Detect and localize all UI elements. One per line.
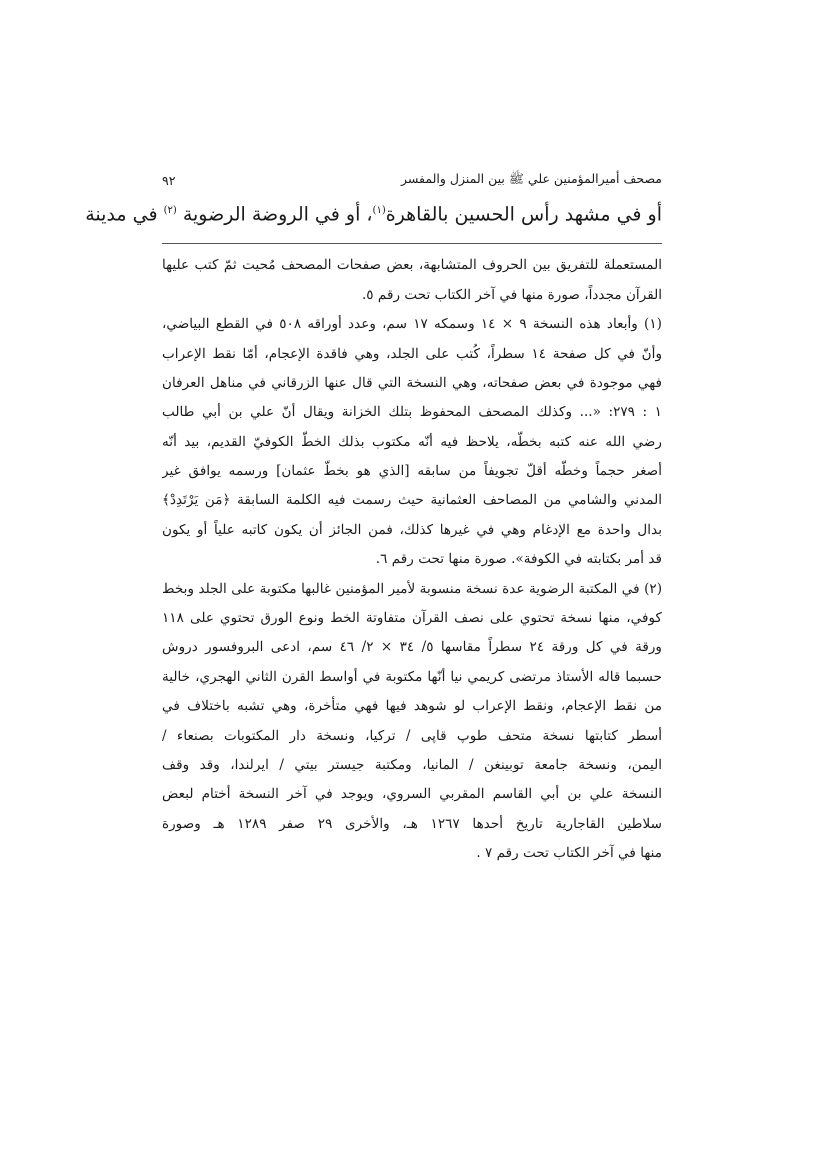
footnote-line: حسبما قاله الأستاذ مرتضى كريمي نيا أنّها مكتوبة في أواسط القرن الثاني الهجري، خالية: [162, 668, 662, 685]
footnote-line: سلاطين القاجارية تاريخ أحدها ١٢٦٧ هـ، والأخرى ٢٩ صفر ١٢٨٩ هـ وصورة: [162, 815, 662, 832]
footnote-line: النسخة علي بن أبي القاسم المقربي السروي، ويوجد في آخر النسخة أختام لبعض: [162, 786, 662, 803]
page-header: [162, 168, 662, 192]
main-text: [85, 194, 662, 231]
footnote-line: القرآن مجدداً، صورة منها في آخر الكتاب تحت رقم ٥.: [361, 286, 662, 303]
footnote-line: أصغر حجماً وخطّه أقلّ تجويفاً من سابقه [الذي هو بخطّ عثمان] ورسمه يوافق غير: [162, 463, 662, 480]
footnote-line: المدني والشامي من المصاحف العثمانية حيث رسمت فيه الكلمة السابقة ﴿مَن يَرْتَدِدْ﴾: [162, 492, 662, 509]
footnote-line: بدال واحدة مع الإدغام وهي في غيرها كذلك، فمن الجائز أن يكون كاتبه علياً أو يكون: [162, 521, 662, 538]
main-text-part: أو في مشهد رأس الحسين بالقاهرة: [385, 203, 662, 226]
footnote-line: (٢) في المكتبة الرضوية عدة نسخة منسوبة لأمير المؤمنين غالبها مكتوبة على الجلد وبخط: [162, 580, 662, 597]
footnote-line: كوفي، منها نسخة تحتوي على نصف القرآن متفاوتة الخط ونوع الورق تحتوي على ١١٨: [162, 610, 662, 627]
footnote-line: قد أمر بكتابته في الكوفة». صورة منها تحت رقم ٦.: [375, 551, 662, 568]
footnote-line: (١) وأبعاد هذه النسخة ٩ × ١٤ وسمكه ١٧ سم، وعدد أوراقه ٥٠٨ في القطع البياضي،: [162, 316, 662, 333]
footnote-ref-1[interactable]: (١): [372, 205, 386, 216]
footnote-line: وأنّ في كل صفحة ١٤ سطراً، كُتب على الجلد، وهي فاقدة الإعجام، أمّا نقط الإعراب: [162, 345, 662, 362]
footnotes: [162, 251, 662, 868]
footnote-line: ١ : ٢٧٩: «... وكذلك المصحف المحفوظ بتلك الخزانة ويقال أنّ علي بن أبي طالب: [162, 404, 662, 421]
page-number: ٩٢: [162, 172, 176, 188]
footnote-ref-2[interactable]: (٢): [163, 205, 177, 216]
footnote-line: فهي موجودة في بعض صفحاته، وهي النسخة التي قال عنها الزرقاني في مناهل العرفان: [162, 374, 662, 391]
footnote-line: المستعملة للتفريق بين الحروف المتشابهة، بعض صفحات المصحف مُحيت ثمّ كتب عليها: [162, 257, 662, 274]
footnote-line: أسطر كتابتها نسخة متحف طوپ قاپى / تركيا، ونسخة دار المكتوبات بصنعاء /: [162, 727, 662, 744]
main-text-part: في مدينة: [85, 203, 164, 226]
book-page: [85, 168, 662, 869]
footnote-line: ورقة في كل ورقة ٢٤ سطراً مقاسها ٥/ ٣٤ × ٢/ ٤٦ سم، ادعى البروفسور دروش: [162, 639, 662, 656]
footnote-line: منها في آخر الكتاب تحت رقم ٧ .: [476, 845, 662, 862]
footnote-divider: [162, 243, 662, 244]
footnote-line: اليمن، ونسخة جامعة توبينغن / المانيا، ومكتبة جيستر بيتي / ايرلندا، وقد وقف: [162, 756, 662, 773]
main-text-part: ، أو في الروضة الرضوية: [176, 203, 373, 226]
footnote-line: رضي الله عنه كتبه بخطّه، يلاحظ فيه أنّه مكتوب بذلك الخطّ الكوفيّ القديم، بيد أنّه: [162, 433, 662, 450]
footnote-line: من نقط الإعجام، ونقط الإعراب لو شوهد فيها فهي متأخرة، وهي تشبه باختلاف في: [162, 698, 662, 715]
running-title: مصحف أميرالمؤمنين علي ﷺ بين المنزل والمفسر: [401, 170, 662, 186]
